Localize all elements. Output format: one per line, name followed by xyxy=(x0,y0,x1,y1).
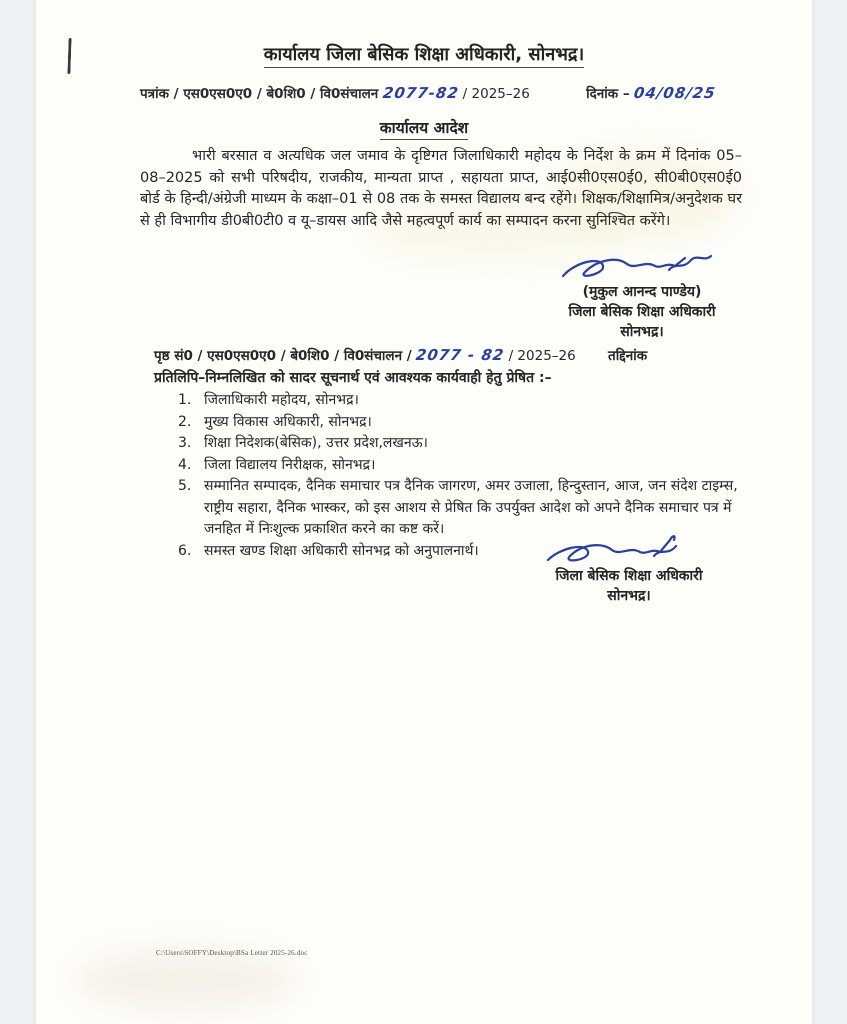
page-ref-year: / 2025–26 xyxy=(508,348,576,364)
list-item: जिला विद्यालय निरीक्षक, सोनभद्र। xyxy=(204,456,376,473)
order-heading xyxy=(36,116,812,138)
letter-page xyxy=(36,0,812,1024)
order-heading-text: कार्यालय आदेश xyxy=(380,119,468,140)
list-item: समस्त खण्ड शिक्षा अधिकारी सोनभद्र को अनुपालनार्थ। xyxy=(204,542,479,559)
list-item: मुख्य विकास अधिकारी, सोनभद्र। xyxy=(204,413,372,430)
signer-place: सोनभद्र। xyxy=(620,324,664,340)
letter-number-year: / 2025–26 xyxy=(462,86,530,102)
office-title-text: कार्यालय जिला बेसिक शिक्षा अधिकारी, सोनभद्र। xyxy=(264,44,585,68)
list-item: शिक्षा निदेशक(बेसिक), उत्तर प्रदेश,लखनऊ। xyxy=(204,435,428,451)
signature-scribble-icon xyxy=(544,532,714,570)
letter-number-label: पत्रांक / एस0एस0ए0 / बे0शि0 / वि0संचालन xyxy=(140,86,379,102)
signature-scribble-icon xyxy=(557,252,727,286)
page-ref-prefix: पृष्ठ सं0 / एस0एस0ए0 / बे0शि0 / वि0संचालन / xyxy=(154,348,412,364)
order-body-paragraph: भारी बरसात व अत्यधिक जल जमाव के दृष्टिगत जिलाधिकारी महोदय के निर्देश के क्रम में दिनांक 05–08–2025 को सभी परिषदीय, राजकीय, मान्यता प्राप्त , सहायता प्राप्त, आई0सी0एस0ई0, सी0बी0एस0ई0 बोर्ड के हिन्दी/अंग्रेजी माध्यम के कक्षा–01 से 08 तक के समस्त विद्यालय बन्द रहेंगे। शिक्षक/शिक्षामित्र/अनुदेशक घर से ही विभागीय डी0बी0टी0 व यू–डायस आदि जैसे महत्वपूर्ण कार्य का सम्पादन करना सुनिश्चित करेंगे। xyxy=(140,148,742,229)
scan-artifact xyxy=(76,950,296,1010)
signature-block-signer xyxy=(522,252,762,342)
signer-designation: जिला बेसिक शिक्षा अधिकारी xyxy=(568,304,716,320)
document-file-path: C:\Users\SOFFY\Desktop\BSa Letter 2025-26.doc xyxy=(156,949,308,957)
page-ref-taddinank: तद्दिनांक xyxy=(608,348,648,364)
signer-place: सोनभद्र। xyxy=(607,588,651,604)
office-title xyxy=(36,42,812,66)
signer-name: (मुकुल आनन्द पाण्डेय) xyxy=(582,284,702,300)
signature-block-bottom xyxy=(504,532,754,606)
letter-number-line xyxy=(140,84,760,102)
list-item: जिलाधिकारी महोदय, सोनभद्र। xyxy=(204,392,359,408)
signer-designation: जिला बेसिक शिक्षा अधिकारी xyxy=(555,568,703,584)
copy-section-heading: प्रतिलिपि–निम्नलिखित को सादर सूचनार्थ एवं आवश्यक कार्यवाही हेतु प्रेषित :– xyxy=(154,370,552,386)
page-ref-line xyxy=(154,346,754,364)
page-ref-handwritten: 2077 - 82 xyxy=(414,346,506,364)
date-handwritten: 04/08/25 xyxy=(632,84,717,102)
list-item: सम्मानित सम्पादक, दैनिक समाचार पत्र दैनिक जागरण, अमर उजाला, हिन्दुस्तान, आज, जन संदेश टाइम्स, राष्ट्रीय सहारा, दैनिक भास्कर, को इस आशय से प्रेषित कि उपर्युक्त आदेश को अपने दैनिक समाचार पत्र में जनहित में निःशुल्क प्रकाशित करने का कष्ट करें। xyxy=(204,478,738,537)
date-label: दिनांक – xyxy=(586,86,630,102)
letter-number-handwritten: 2077-82 xyxy=(381,84,460,102)
